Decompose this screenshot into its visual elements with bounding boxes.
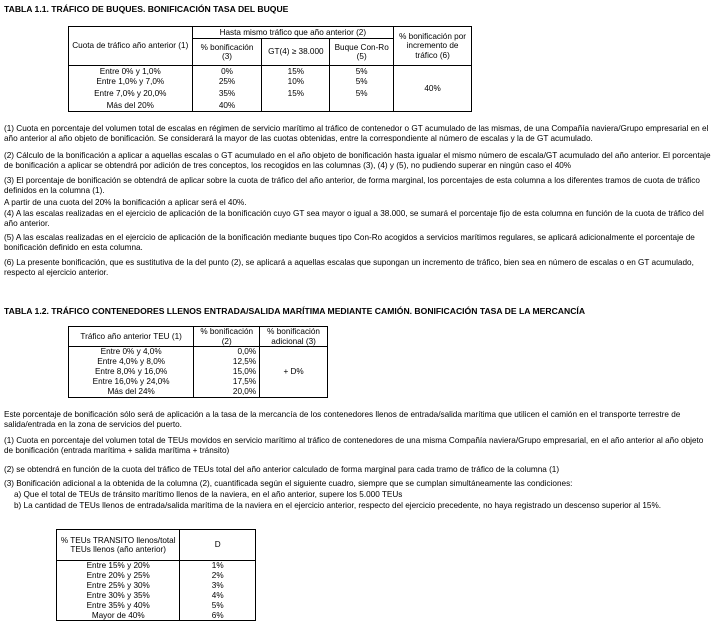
pct-cell: 20,0% bbox=[194, 387, 260, 398]
pct-cell: 12,5% bbox=[194, 357, 260, 367]
header-adicional: % bonificación adicional (3) bbox=[260, 327, 328, 347]
trafico-cell: Entre 16,0% y 24,0% bbox=[69, 377, 194, 387]
header-teus-transito bbox=[57, 530, 180, 561]
d-cell: 2% bbox=[180, 571, 256, 581]
header-gt: GT(4) ≥ 38.000 bbox=[262, 39, 330, 66]
note-3-extra: A partir de una cuota del 20% la bonificación a aplicar será el 40%. bbox=[4, 198, 247, 207]
trafico-cell: Entre 0% y 4,0% bbox=[69, 347, 194, 357]
gt-cell: 15% bbox=[262, 88, 330, 100]
cuota-cell: Entre 7,0% y 20,0% bbox=[69, 88, 193, 100]
header-incremento: % bonificación por incremento de tráfico (6) bbox=[394, 27, 472, 66]
ro-cell: 5% bbox=[330, 66, 394, 77]
note-6: (6) La presente bonificación, que es sustitutiva de la del punto (2), se aplicará a aquellas escalas que supongan un incremento de tráfico, bien sea en número de escalas o en GT acumulado, respecto al ejercicio anterior. bbox=[4, 258, 694, 277]
table-1-1-title: TABLA 1.1. TRÁFICO DE BUQUES. BONIFICACIÓN TASA DEL BUQUE bbox=[4, 4, 289, 14]
table-1-2 bbox=[68, 326, 328, 398]
d-cell: 1% bbox=[180, 561, 256, 571]
trafico-cell: Entre 4,0% y 8,0% bbox=[69, 357, 194, 367]
note-t2-1: (1) Cuota en porcentaje del volumen total de TEUs movidos en servicio marítimo al tráfico de contenedores de una misma Compañía naviera/Grupo empresarial, en el año anterior al año objeto de bonificación (entrada marítima + salida marítima + tránsito) bbox=[4, 436, 704, 455]
d-cell: 3% bbox=[180, 581, 256, 591]
adicional-cell: + D% bbox=[260, 347, 328, 398]
teus-cell: Entre 15% y 20% bbox=[57, 561, 180, 571]
note-1: (1) Cuota en porcentaje del volumen total de escalas en régimen de servicio marítimo al tráfico de contenedor o GT acumulado de las mismas, de una Compañía naviera/Grupo empresarial en el año anterior al año objeto de bonificación. Se considerará la mayor de las cuotas obtenidas, entre la correspondiente al número de escalas y la de GT acumulado. bbox=[4, 124, 709, 143]
pct-cell: 40% bbox=[192, 100, 262, 112]
table-d bbox=[56, 529, 256, 621]
teus-cell: Entre 20% y 25% bbox=[57, 571, 180, 581]
header-trafico-teu: Tráfico año anterior TEU (1) bbox=[69, 327, 194, 347]
trafico-cell: Más del 24% bbox=[69, 387, 194, 398]
pct-cell: 0% bbox=[192, 66, 262, 77]
gt-cell: 15% bbox=[262, 66, 330, 77]
gt-cell: 10% bbox=[262, 77, 330, 88]
teus-cell: Entre 35% y 40% bbox=[57, 601, 180, 611]
cuota-cell: Entre 1,0% y 7,0% bbox=[69, 77, 193, 88]
incremento-cell: 40% bbox=[394, 66, 472, 112]
trafico-cell: Entre 8,0% y 16,0% bbox=[69, 367, 194, 377]
gt-cell bbox=[262, 100, 330, 112]
note-t2-2: (2) se obtendrá en función de la cuota del tráfico de TEUs total del año anterior calculado de forma marginal para cada tramo de tráfico de la columna (1) bbox=[4, 465, 560, 474]
header-pct-bonificacion: % bonificación (3) bbox=[192, 39, 262, 66]
note-2: (2) Cálculo de la bonificación a aplicar a aquellas escalas o GT acumulado en el año objeto de bonificación hasta igualar el mismo número de escala/GT acumulado del año anterior. El porcentaje de bonificación a aplicar se obtendrá por adición de tres conceptos, los recogidos en las columnas (3), (4) y (5), no pudiendo superar en ningún caso el 40% bbox=[4, 151, 711, 170]
condition-b: b) La cantidad de TEUs llenos de entrada/salida marítima de la naviera en el ejercicio anterior, respecto del ejercicio precedente, no haya registrado un descenso superior al 15%. bbox=[14, 501, 662, 510]
teus-cell: Entre 25% y 30% bbox=[57, 581, 180, 591]
pct-cell: 0,0% bbox=[194, 347, 260, 357]
note-intro: Este porcentaje de bonificación sólo será de aplicación a la tasa de la mercancía de los contenedores llenos de entrada/salida marítima que utilicen el camión en el transporte terrestre de salida/entrada en la zona de servicios del puerto. bbox=[4, 410, 681, 429]
pct-cell: 17,5% bbox=[194, 377, 260, 387]
table-1-1 bbox=[68, 26, 472, 112]
table-1-2-title: TABLA 1.2. TRÁFICO CONTENEDORES LLENOS ENTRADA/SALIDA MARÍTIMA MEDIANTE CAMIÓN. BONIFICACIÓN TASA DE LA MERCANCÍA bbox=[4, 306, 586, 316]
header-group: Hasta mismo tráfico que año anterior (2) bbox=[192, 27, 394, 39]
note-4: (4) A las escalas realizadas en el ejercicio de aplicación de la bonificación cuyo GT sea mayor o igual a 38.000, se sumará el porcentaje fijo de esta columna en función de la cuota de tráfico del año anterior. bbox=[4, 209, 704, 228]
d-cell: 6% bbox=[180, 611, 256, 621]
d-cell: 4% bbox=[180, 591, 256, 601]
note-5: (5) A las escalas realizadas en el ejercicio de aplicación de la bonificación mediante buques tipo Con-Ro acogidos a servicios marítimos regulares, se aplicará adicionalmente el porcentaje de bonificación definido en esta columna. bbox=[4, 233, 695, 252]
pct-cell: 25% bbox=[192, 77, 262, 88]
header-con-ro: Buque Con-Ro (5) bbox=[330, 39, 394, 66]
d-cell: 5% bbox=[180, 601, 256, 611]
pct-cell: 15,0% bbox=[194, 367, 260, 377]
teus-cell: Entre 30% y 35% bbox=[57, 591, 180, 601]
teus-cell: Mayor de 40% bbox=[57, 611, 180, 621]
note-t2-3: (3) Bonificación adicional a la obtenida de la columna (2), cuantificada según el siguiente cuadro, siempre que se cumplan simultáneamente las condiciones: bbox=[4, 479, 573, 488]
ro-cell bbox=[330, 100, 394, 112]
ro-cell: 5% bbox=[330, 88, 394, 100]
header-d: D bbox=[180, 530, 256, 561]
header-cuota: Cuota de tráfico año anterior (1) bbox=[69, 27, 193, 66]
pct-cell: 35% bbox=[192, 88, 262, 100]
ro-cell: 5% bbox=[330, 77, 394, 88]
note-3: (3) El porcentaje de bonificación se obtendrá de aplicar sobre la cuota de tráfico del año anterior, de forma marginal, los porcentajes de esta columna a los diferentes tramos de cuota de tráfico definidos en la columna (1). bbox=[4, 176, 700, 195]
cuota-cell: Más del 20% bbox=[69, 100, 193, 112]
header-teus-text: % TEUs TRANSITO llenos/total TEUs llenos (año anterior) bbox=[60, 535, 176, 554]
cuota-cell: Entre 0% y 1,0% bbox=[69, 66, 193, 77]
header-pct-bonificacion: % bonificación (2) bbox=[194, 327, 260, 347]
condition-a: a) Que el total de TEUs de tránsito marítimo llenos de la naviera, en el año anterior, supere los 5.000 TEUs bbox=[14, 490, 403, 499]
